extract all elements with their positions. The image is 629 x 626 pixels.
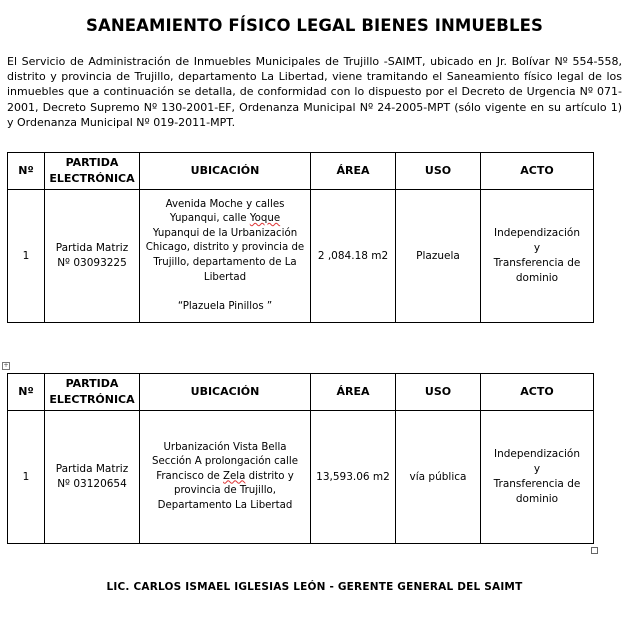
table-resize-handle[interactable] bbox=[591, 547, 598, 554]
acto-line: Independización bbox=[494, 227, 580, 240]
header-num: Nº bbox=[8, 374, 45, 411]
header-partida-line2: ELECTRÓNICA bbox=[49, 172, 135, 185]
table-move-handle[interactable]: + bbox=[3, 362, 9, 369]
partida-label: Partida Matriz bbox=[55, 242, 129, 255]
ubicacion-text: Yupanqui, calle bbox=[169, 213, 250, 225]
row-area: 2 ,084.18 m2 bbox=[311, 190, 396, 323]
row-num: 1 bbox=[8, 411, 45, 544]
ubicacion-line: Urbanización Vista Bella bbox=[163, 441, 287, 453]
row-num: 1 bbox=[8, 190, 45, 323]
row-ubicacion bbox=[140, 411, 311, 544]
misspelled-word: Yoque bbox=[249, 213, 281, 225]
row-area: 13,593.06 m2 bbox=[311, 411, 396, 544]
intro-paragraph: El Servicio de Administración de Inmuebles Municipales de Trujillo -SAIMT, ubicado en Jr. Bolívar Nº 554-558, distrito y provincia de Trujillo, departamento La Libertad, viene tramitando el Saneamiento físico legal de los inmuebles que a continuación se detalla, de conformidad con lo dispuesto por el Decreto de Urgencia Nº 071-2001, Decreto Supremo Nº 130-2001-EF, Ordenanza Municipal Nº 24-2005-MPT (sólo vigente en su artículo 1) y Ordenanza Municipal Nº 019-2011-MPT. bbox=[7, 55, 622, 129]
partida-label: Partida Matriz bbox=[55, 463, 129, 476]
ubicacion-line: Yupanqui de la Urbanización bbox=[152, 227, 298, 239]
property-table-1 bbox=[7, 152, 594, 323]
ubicacion-line bbox=[142, 212, 308, 227]
ubicacion-line: Trujillo, departamento de La bbox=[153, 257, 297, 268]
acto-line: Transferencia de bbox=[493, 478, 581, 490]
header-uso: USO bbox=[396, 153, 481, 190]
acto-line: y bbox=[533, 463, 541, 476]
table-header-row bbox=[8, 374, 594, 411]
acto-line: Independización bbox=[494, 448, 580, 461]
row-acto bbox=[481, 190, 594, 323]
header-partida-line1: PARTIDA bbox=[65, 156, 119, 169]
table-row bbox=[8, 190, 594, 323]
header-area: ÁREA bbox=[311, 374, 396, 411]
ubicacion-text: Francisco de bbox=[156, 470, 224, 482]
row-acto bbox=[481, 411, 594, 544]
ubicacion-line: provincia de Trujillo, bbox=[173, 485, 277, 497]
ubicacion-place-name: “Plazuela Pinillos ” bbox=[177, 300, 273, 312]
row-uso: vía pública bbox=[396, 411, 481, 544]
row-partida bbox=[45, 190, 140, 323]
header-partida bbox=[45, 153, 140, 190]
header-acto: ACTO bbox=[481, 374, 594, 411]
signature-footer: LIC. CARLOS ISMAEL IGLESIAS LEÓN - GERENTE GENERAL DEL SAIMT bbox=[106, 581, 523, 593]
header-ubicacion: UBICACIÓN bbox=[140, 374, 311, 411]
acto-line: y bbox=[533, 242, 541, 255]
header-area: ÁREA bbox=[311, 153, 396, 190]
row-ubicacion bbox=[140, 190, 311, 323]
table-header-row bbox=[8, 153, 594, 190]
header-acto: ACTO bbox=[481, 153, 594, 190]
ubicacion-spacer bbox=[142, 285, 308, 300]
row-partida bbox=[45, 411, 140, 544]
header-uso: USO bbox=[396, 374, 481, 411]
header-partida-line2: ELECTRÓNICA bbox=[49, 393, 135, 406]
ubicacion-line bbox=[142, 470, 308, 485]
header-partida-line1: PARTIDA bbox=[65, 377, 119, 390]
header-num: Nº bbox=[8, 153, 45, 190]
partida-number: Nº 03093225 bbox=[57, 257, 127, 269]
header-ubicacion: UBICACIÓN bbox=[140, 153, 311, 190]
partida-number: Nº 03120654 bbox=[57, 478, 127, 490]
ubicacion-line: Departamento La Libertad bbox=[157, 499, 293, 511]
ubicacion-text: distrito y bbox=[245, 470, 294, 482]
ubicacion-line: Avenida Moche y calles bbox=[165, 198, 285, 210]
property-table-2 bbox=[7, 373, 594, 544]
ubicacion-line: Libertad bbox=[203, 271, 247, 283]
ubicacion-line: Chicago, distrito y provincia de bbox=[145, 242, 305, 254]
acto-line: dominio bbox=[515, 492, 559, 505]
header-partida bbox=[45, 374, 140, 411]
document-title: SANEAMIENTO FÍSICO LEGAL BIENES INMUEBLES bbox=[86, 16, 543, 35]
acto-line: dominio bbox=[515, 271, 559, 284]
acto-line: Transferencia de bbox=[493, 257, 581, 269]
table-row bbox=[8, 411, 594, 544]
row-uso: Plazuela bbox=[396, 190, 481, 323]
ubicacion-line: Sección A prolongación calle bbox=[152, 456, 298, 468]
misspelled-word: Zela bbox=[223, 470, 246, 482]
